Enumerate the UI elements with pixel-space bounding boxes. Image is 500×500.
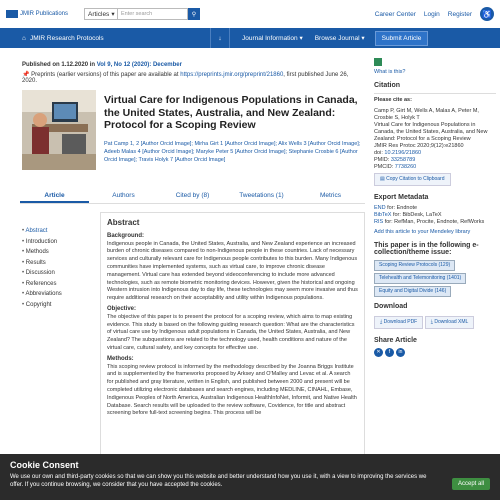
article-tabs	[20, 190, 365, 204]
what-is-this-link[interactable]: What is this?	[374, 69, 406, 75]
end-link[interactable]: END	[374, 205, 386, 211]
top-bar	[0, 0, 500, 28]
bibtex-link[interactable]: BibTeX	[374, 212, 392, 218]
toc-discussion[interactable]: • Discussion	[22, 268, 62, 279]
publication-info	[22, 62, 362, 84]
tab-metrics[interactable]: Metrics	[320, 192, 341, 199]
theme-tag[interactable]: Telehealth and Telemonitoring (1401)	[374, 273, 466, 284]
cookie-consent-banner	[0, 454, 500, 500]
login-link[interactable]: Login	[423, 10, 440, 18]
journal-menu-toggle[interactable]	[210, 28, 230, 48]
ris-link[interactable]: RIS	[374, 219, 384, 225]
pin-icon: 📌	[22, 72, 30, 78]
citation-heading: Citation	[374, 82, 401, 89]
published-date: Published on 1.12.2020 in	[22, 62, 97, 68]
background-text: Indigenous people in Canada, the United States, Australia, and New Zealand experience an increased burden of chronic diseases compared to non-Indigenous people in these countries. Lack of necessary services and culturally relevant care for Indigenous people contributes to this burden. Many Indigenous communities have implemented systems, such as virtual care, to improve chronic disease management. Virtual care has extended beyond videoconferencing to include more advanced technologies, such as remote biometric monitoring devices. However, given the historical and ongoing Western intrusion into Indigenous day to day life, these technologies may seem more invasive and thus require additional research on their acceptability and utility within Indigenous populations.	[107, 240, 358, 302]
share-icon[interactable]: ✕	[374, 348, 383, 357]
objective-heading: Objective:	[107, 305, 137, 312]
download-xml-button[interactable]	[425, 316, 475, 329]
download-pdf-label: Download PDF	[383, 319, 418, 325]
logo-text: JMIR Publications	[20, 11, 69, 17]
abstract-panel	[100, 212, 365, 470]
cite-as-label: Please cite as:	[374, 97, 412, 103]
pmcid-label: PMCID:	[374, 164, 395, 170]
home-icon: ⌂	[22, 34, 26, 42]
journal-information-menu[interactable]: Journal Information ▾	[242, 35, 303, 42]
journal-information-label: Journal Information	[242, 35, 298, 42]
cookie-title: Cookie Consent	[10, 460, 79, 470]
article-thumbnail	[22, 90, 96, 170]
creative-commons-icon	[374, 58, 382, 66]
share-heading: Share Article	[374, 337, 417, 344]
table-of-contents	[22, 226, 62, 310]
preprint-link[interactable]: https://preprints.jmir.org/preprint/21860	[180, 72, 284, 78]
doi-label: doi:	[374, 150, 385, 156]
logo-icon	[6, 10, 18, 18]
download-icon: ⤓	[380, 319, 383, 325]
end-text: for: Endnote	[385, 205, 418, 211]
linkedin-icon[interactable]: in	[396, 348, 405, 357]
tab-authors[interactable]: Authors	[112, 192, 135, 199]
search-scope-value: Articles	[88, 10, 110, 18]
journal-navbar	[0, 28, 500, 48]
preprint-text: Preprints (earlier versions) of this paper are available at	[31, 72, 181, 78]
volume-link[interactable]: Vol 9, No 12 (2020): December	[96, 62, 182, 68]
copy-citation-label: Copy Citation to Clipboard	[386, 176, 445, 182]
ris-text: for: RefMan, Procite, Endnote, RefWorks	[383, 219, 485, 225]
toc-results[interactable]: • Results	[22, 258, 62, 269]
bibtex-text: for: BibDesk, LaTeX	[391, 212, 442, 218]
theme-heading: This paper is in the following e-collection/theme issue:	[374, 242, 479, 256]
citation-title: Virtual Care for Indigenous Populations in Canada, the United States, Australia, and New Zealand: Protocol for a Scoping Review	[374, 122, 488, 142]
sidebar	[374, 58, 496, 357]
preprint-suffix: , first published June 26, 2020.	[22, 72, 349, 84]
background-heading: Background:	[107, 232, 145, 239]
toc-abbreviations[interactable]: • Abbreviations	[22, 289, 62, 300]
copy-citation-button[interactable]	[374, 173, 451, 186]
abstract-heading: Abstract	[107, 218, 140, 227]
browse-journal-menu[interactable]: Browse Journal ▾	[314, 35, 365, 42]
methods-heading: Methods:	[107, 355, 134, 362]
pmid-link[interactable]: 33258789	[390, 157, 416, 163]
journal-name: JMIR Research Protocols	[29, 34, 104, 42]
accept-cookies-button[interactable]: Accept all	[452, 478, 490, 490]
download-pdf-button[interactable]	[374, 316, 423, 329]
career-center-link[interactable]: Career Center	[374, 10, 416, 18]
pmid-label: PMID:	[374, 157, 391, 163]
doi-link[interactable]: 10.2196/21860	[384, 150, 422, 156]
share-buttons	[374, 348, 496, 357]
submit-article-button[interactable]: Submit Article	[375, 31, 429, 46]
toc-methods[interactable]: • Methods	[22, 247, 62, 258]
tab-tweetations[interactable]: Tweetations (1)	[239, 192, 284, 199]
chevron-down-icon: ▾	[111, 11, 115, 18]
toc-copyright[interactable]: • Copyright	[22, 300, 62, 311]
citation-authors: Camp P, Girt M, Wells A, Malas A, Peter M, Crosbie S, Holyk T	[374, 108, 479, 121]
pmcid-link[interactable]: 7738260	[394, 164, 417, 170]
theme-tag[interactable]: Equity and Digital Divide (146)	[374, 286, 451, 297]
export-bibtex	[374, 212, 496, 219]
tab-cited-by[interactable]: Cited by (8)	[175, 192, 210, 199]
arrow-down-icon: ↓	[218, 34, 222, 42]
clipboard-icon: ▤	[380, 176, 385, 182]
download-icon: ⤓	[430, 319, 433, 325]
author-list[interactable]: Pat Camp 1, 2 [Author Orcid Image]; Mirha Girt 1 [Author Orcid Image]; Alix Wells 3 [Author Orcid Image]; Adeeb Malas 4 [Author Orcid Image]; Maryke Peter 5 [Author Orcid Image]; Stephanie Crosbie 6 [Author Orcid Image]; Travis Holyk 7 [Author Orcid Image]	[104, 141, 361, 163]
search-icon: ⚲	[191, 11, 197, 18]
theme-tag[interactable]: Scoping Review Protocols (129)	[374, 260, 455, 271]
search-scope-select[interactable]	[84, 8, 118, 20]
toc-references[interactable]: • References	[22, 279, 62, 290]
citation-journal: JMIR Res Protoc 2020;9(12):e21860	[374, 143, 464, 149]
search-input[interactable]: Enter search	[118, 8, 188, 20]
download-heading: Download	[374, 303, 408, 310]
accessibility-icon[interactable]: ♿	[480, 7, 494, 21]
toc-introduction[interactable]: • Introduction	[22, 237, 62, 248]
browse-journal-label: Browse Journal	[314, 35, 360, 42]
export-heading: Export Metadata	[374, 194, 429, 201]
search-button[interactable]	[188, 8, 200, 20]
objective-text: The objective of this paper is to present the protocol for a scoping review, which aims to map existing evidence. This study is based on the following guiding research question: What are the characteristics of virtual care use by Indigenous adult populations in Canada, the United States, Australia, and New Zealand? The subquestions are related to the technology used, health conditions and nature of the virtual care, cultural safety, and key concepts for effective use.	[107, 313, 355, 351]
tab-article[interactable]: Article	[20, 190, 89, 203]
register-link[interactable]: Register	[447, 10, 472, 18]
jmir-logo[interactable]	[6, 10, 84, 18]
article-title: Virtual Care for Indigenous Populations in Canada, the United States, Australia, and New Zealand: Protocol for a Scoping Review	[104, 94, 358, 131]
export-ris	[374, 219, 496, 226]
methods-text: This scoping review protocol is informed by the methodology described by the Joanna Briggs Institute and is supplemented by the frameworks proposed by Arksey and O'Malley and Levac et al. A search for published and gray literature, written in English, and published between 2000 and present will be completed utilizing electronic databases and search engines, including MEDLINE, CINAHL, Embase, Indigenous Peoples of North America, Australian Indigenous HealthInfoNet, Informit, and Native Health Database. Search results will be uploaded to the review software, Covidence, for title and abstract screening before full-text screening begins. This process will be	[107, 363, 357, 417]
download-xml-label: Download XML	[434, 319, 469, 325]
mendeley-link[interactable]: Add this article to your Mendeley library	[374, 229, 471, 235]
journal-name-button[interactable]	[0, 28, 210, 48]
toc-abstract[interactable]: • Abstract	[22, 226, 62, 237]
export-end	[374, 205, 496, 212]
facebook-icon[interactable]: f	[385, 348, 394, 357]
cookie-text: We use our own and third-party cookies so that we can show you this website and better understand how you use it, with a view to improving the services we offer. If you continue browsing, we consider that you have accepted the cookies.	[10, 474, 427, 488]
